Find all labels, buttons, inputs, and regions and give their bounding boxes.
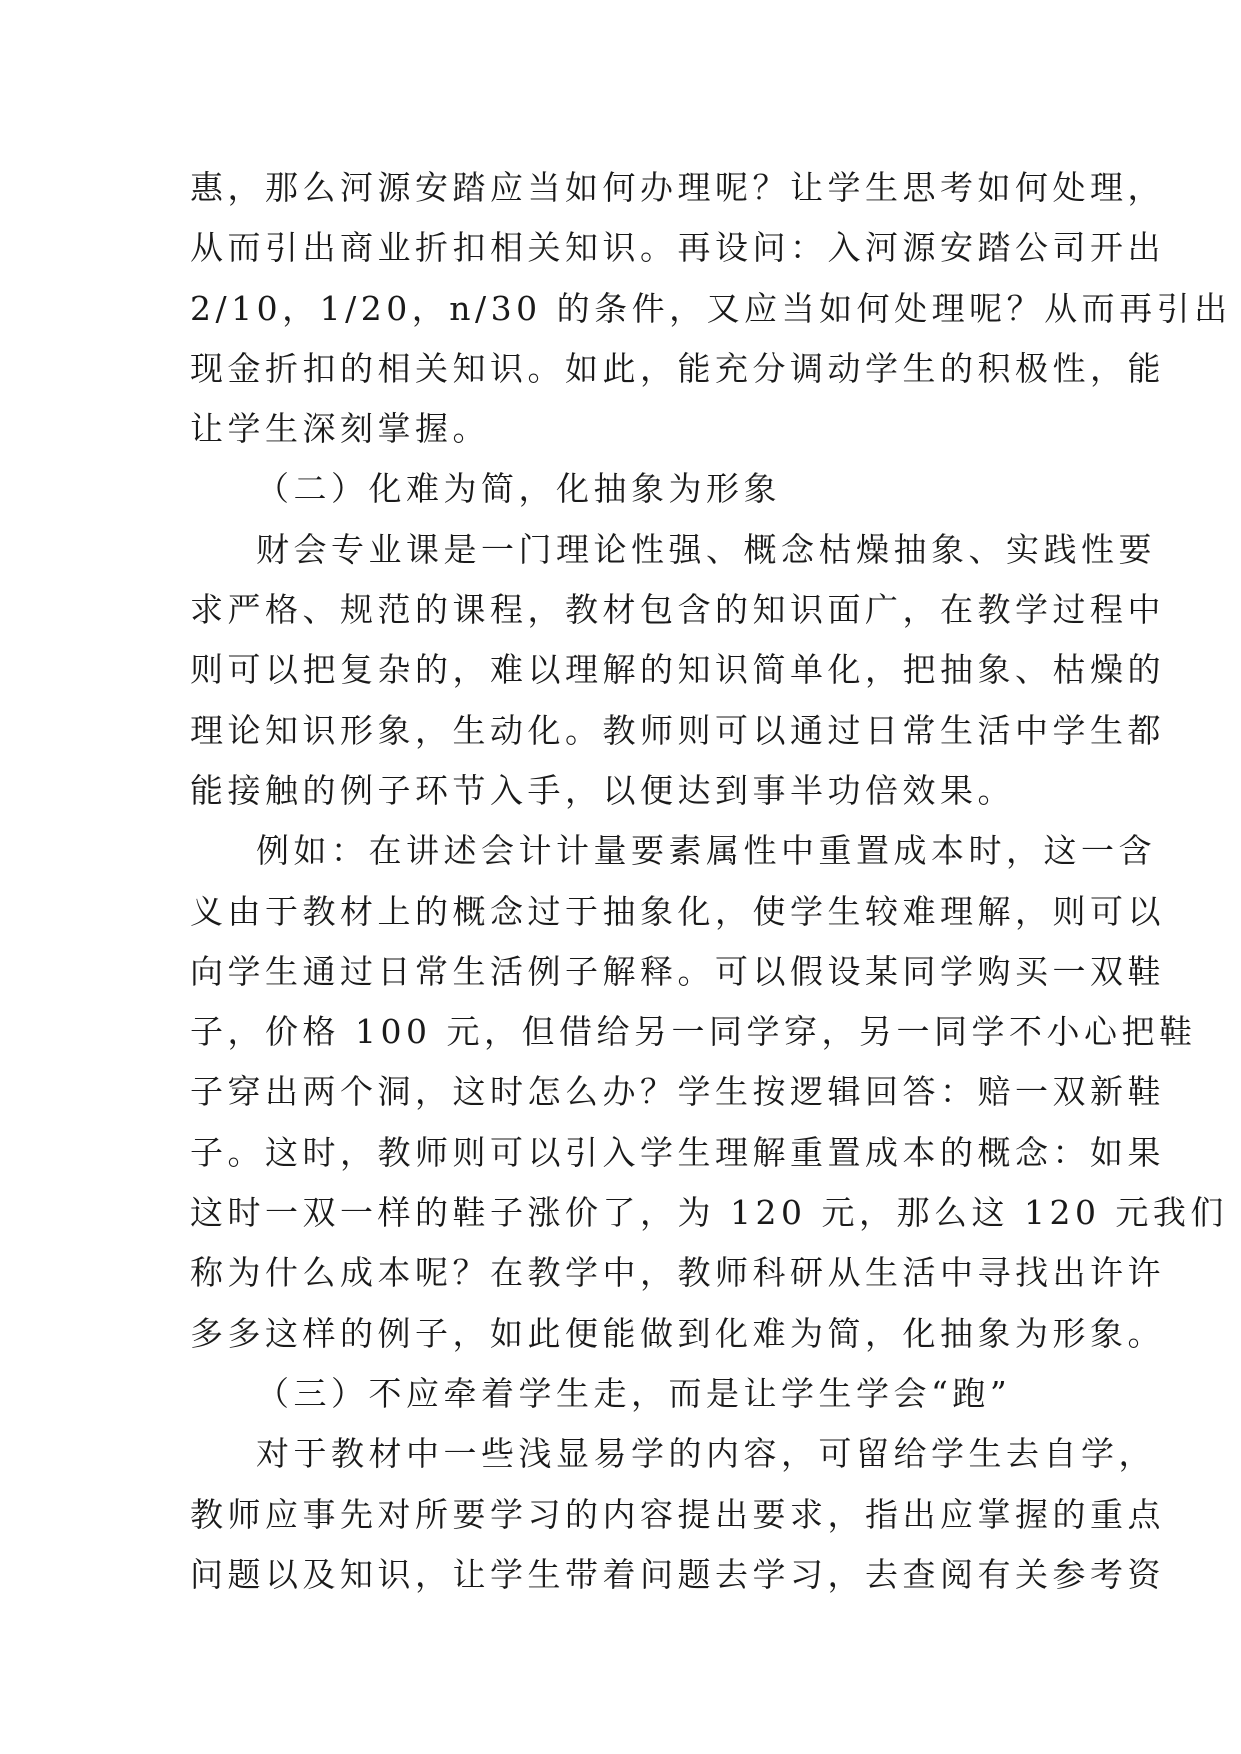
text-line: 2/10，1/20，n/30 的条件，又应当如何处理呢？从而再引出	[190, 288, 1232, 328]
text-line: 这时一双一样的鞋子涨价了，为 120 元，那么这 120 元我们	[190, 1193, 1228, 1233]
text-line: 求严格、规范的课程，教材包含的知识面广，在教学过程中	[190, 590, 1165, 630]
text-line: 则可以把复杂的，难以理解的知识简单化，把抽象、枯燥的	[190, 650, 1165, 690]
text-line: 现金折扣的相关知识。如此，能充分调动学生的积极性，能	[190, 348, 1165, 388]
text-line: 财会专业课是一门理论性强、概念枯燥抽象、实践性要	[256, 529, 1156, 569]
section-heading: （三）不应牵着学生走，而是让学生学会“跑”	[256, 1373, 1012, 1413]
text-line: 问题以及知识，让学生带着问题去学习，去查阅有关参考资	[190, 1554, 1165, 1594]
text-line: 子。这时，教师则可以引入学生理解重置成本的概念：如果	[190, 1132, 1165, 1172]
text-line: 向学生通过日常生活例子解释。可以假设某同学购买一双鞋	[190, 951, 1165, 991]
section-heading: （二）化难为简，化抽象为形象	[256, 469, 781, 509]
text-line: 教师应事先对所要学习的内容提出要求，指出应掌握的重点	[190, 1494, 1165, 1534]
text-line: 子穿出两个洞，这时怎么办？学生按逻辑回答：赔一双新鞋	[190, 1072, 1165, 1112]
text-line: 义由于教材上的概念过于抽象化，使学生较难理解，则可以	[190, 891, 1165, 931]
text-line: 子，价格 100 元，但借给另一同学穿，另一同学不小心把鞋	[190, 1012, 1197, 1052]
text-line: 例如：在讲述会计计量要素属性中重置成本时，这一含	[256, 831, 1156, 871]
document-body	[190, 158, 1232, 1605]
text-line: 能接触的例子环节入手，以便达到事半功倍效果。	[190, 770, 1015, 810]
text-line: 对于教材中一些浅显易学的内容，可留给学生去自学，	[256, 1434, 1156, 1474]
text-line: 惠，那么河源安踏应当如何办理呢？让学生思考如何处理，	[190, 168, 1165, 207]
text-line: 多多这样的例子，如此便能做到化难为简，化抽象为形象。	[190, 1313, 1165, 1353]
text-line: 理论知识形象，生动化。教师则可以通过日常生活中学生都	[190, 710, 1165, 750]
text-line: 从而引出商业折扣相关知识。再设问：入河源安踏公司开出	[190, 228, 1165, 268]
text-line: 让学生深刻掌握。	[190, 409, 490, 449]
text-line: 称为什么成本呢？在教学中，教师科研从生活中寻找出许许	[190, 1253, 1165, 1293]
